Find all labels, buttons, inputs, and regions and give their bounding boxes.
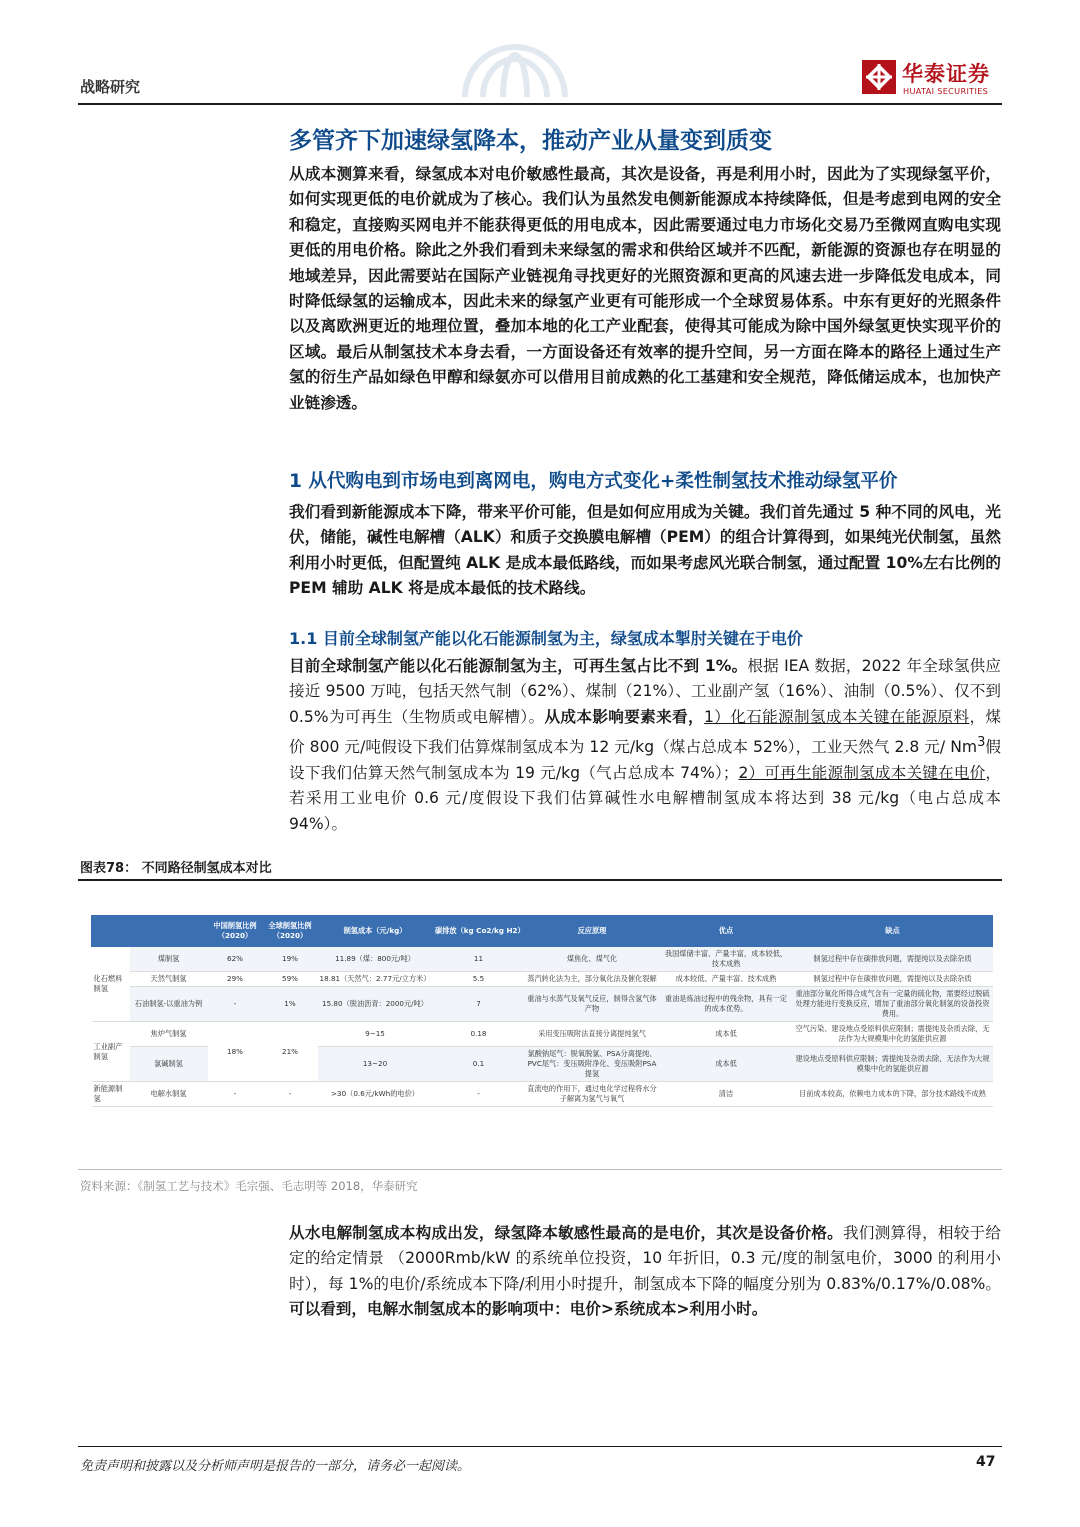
text-span: ，煤价 800 元/吨假设下我们估算煤制氢成本为 12 元/kg（煤占总成本 52%），工业天然气 2.8 元/ Nm bbox=[289, 707, 1001, 757]
logo-text-cn: 华泰证券 bbox=[902, 62, 990, 86]
table-cell: 清洁 bbox=[660, 1082, 793, 1107]
table-cell: 空气污染、建设地点受原料供应限制；需提纯及杂质去除，无法作为大规模集中化的氢能供应源 bbox=[793, 1022, 993, 1047]
figure-divider bbox=[78, 879, 1002, 881]
table-cell: - bbox=[433, 1082, 525, 1107]
key-finding: 从成本影响要素来看， bbox=[544, 707, 704, 726]
table-cell: >30（0.6元/kWh的电价） bbox=[318, 1082, 433, 1107]
table-cell: 11.89（煤：800元/吨） bbox=[318, 947, 433, 972]
table-cell: 氯酸钠尾气：脱氧脱氯、PSA分离提纯、PVC尾气：变压吸附净化、变压吸附PSA提氢 bbox=[525, 1047, 660, 1082]
table-header-row bbox=[92, 916, 993, 947]
globe-graphic bbox=[455, 22, 575, 102]
table-cell: 石油制氢-以重油为例 bbox=[130, 987, 208, 1022]
table-cell: 0.18 bbox=[433, 1022, 525, 1047]
footer-disclaimer: 免责声明和披露以及分析师声明是报告的一部分，请务必一起阅读。 bbox=[80, 1459, 471, 1474]
section-1-paragraph: 我们看到新能源成本下降，带来平价可能，但是如何应用成为关键。我们首先通过 5 种不同的风电，光伏，储能，碱性电解槽（ALK）和质子交换膜电解槽（PEM）的组合计算得到，如果纯光伏制氢，虽然利用小时更低，但配置纯 ALK 是成本最低路线，而如果考虑风光联合制氢，通过配置 10%左右比例的 PEM 辅助 ALK 将是成本最低的技术路线。 bbox=[289, 503, 1001, 598]
section-1-1-heading: 1.1 目前全球制氢产能以化石能源制氢为主，绿氢成本掣肘关键在于电价 bbox=[289, 629, 803, 648]
header-divider bbox=[78, 103, 1002, 105]
table-cell: 制氢过程中存在碳排放问题，需提纯以及去除杂质 bbox=[793, 947, 993, 972]
category-cell: 新能源制氢 bbox=[92, 1082, 130, 1107]
table-header: 优点 bbox=[660, 916, 793, 947]
table-cell: 9~15 bbox=[318, 1022, 433, 1047]
table-header: 反应原理 bbox=[525, 916, 660, 947]
table-cell: 成本较低、产量丰富、技术成熟 bbox=[660, 972, 793, 987]
table-cell: 目前成本较高，依赖电力成本的下降，部分技术路线不成熟 bbox=[793, 1082, 993, 1107]
table-cell: - bbox=[263, 1082, 318, 1107]
table-cell: - bbox=[208, 1082, 263, 1107]
table-cell: 1% bbox=[263, 987, 318, 1022]
table-cell: 18.81（天然气：2.77元/立方米） bbox=[318, 972, 433, 987]
table-row bbox=[92, 1022, 993, 1047]
table-cell: 21% bbox=[263, 1022, 318, 1082]
table-header bbox=[92, 916, 130, 947]
table-cell: 0.1 bbox=[433, 1047, 525, 1082]
section-1-heading: 1 从代购电到市场电到离网电，购电方式变化+柔性制氢技术推动绿氢平价 bbox=[289, 471, 898, 492]
conclusion-paragraph bbox=[289, 1221, 1001, 1323]
table-cell: 重油部分氧化所得合成气含有一定量的硫化物，需要经过脱硫处理方能进行变换反应，增加了重油部分氧化制氢的设备投资费用。 bbox=[793, 987, 993, 1022]
huatai-logo bbox=[862, 58, 1004, 98]
table-header: 全球制氢比例（2020） bbox=[263, 916, 318, 947]
logo-text-en: HUATAI SECURITIES bbox=[903, 86, 989, 96]
table-cell: 成本低 bbox=[660, 1047, 793, 1082]
table-header: 缺点 bbox=[793, 916, 993, 947]
page-title: 多管齐下加速绿氢降本，推动产业从量变到质变 bbox=[289, 128, 772, 154]
table-cell: 11 bbox=[433, 947, 525, 972]
table-row bbox=[92, 972, 993, 987]
text-span: 根据 IEA 数据，2022 年全球氢供应接近 9500 万吨，包括天然气制（62%）、煤制（21%）、工业副产氢（16%）、油制（0.5%）、仅不到 0.5%为可再生（生物质或电解槽）。 bbox=[289, 657, 1001, 726]
table-cell: 直流电的作用下，通过电化学过程将水分子解离为氢气与氧气 bbox=[525, 1082, 660, 1107]
table-row bbox=[92, 987, 993, 1022]
figure-title: 图表78： 不同路径制氢成本对比 bbox=[80, 861, 272, 876]
text-span: 假设下我们估算天然气制氢成本为 19 元/kg（气占总成本 74%）； bbox=[289, 738, 1001, 782]
table-cell: 19% bbox=[263, 947, 318, 972]
underlined-point: 1）化石能源制氢成本关键在能源原料 bbox=[703, 707, 970, 726]
table-cell: 焦炉气制氢 bbox=[130, 1022, 208, 1047]
underlined-point: 2）可再生能源制氢成本关键在电价 bbox=[738, 763, 986, 782]
category-cell: 工业副产制氢 bbox=[92, 1022, 130, 1082]
table-cell: 重油与水蒸气及氧气反应，制得含氢气体产物 bbox=[525, 987, 660, 1022]
superscript: 3 bbox=[977, 735, 986, 751]
table-cell: 13~20 bbox=[318, 1047, 433, 1082]
page-number: 47 bbox=[976, 1454, 996, 1470]
table-row bbox=[92, 1082, 993, 1107]
table-cell: 天然气制氢 bbox=[130, 972, 208, 987]
table-cell: 煤焦化、煤气化 bbox=[525, 947, 660, 972]
table-cell: - bbox=[208, 987, 263, 1022]
hydrogen-cost-table bbox=[91, 915, 993, 1107]
table-cell: 电解水制氢 bbox=[130, 1082, 208, 1107]
section-1-1-paragraph bbox=[289, 654, 1001, 837]
section-label: 战略研究 bbox=[80, 78, 141, 96]
table-header: 碳排放（kg Co2/kg H2） bbox=[433, 916, 525, 947]
table-header: 中国制氢比例（2020） bbox=[208, 916, 263, 947]
table-cell: 制氢过程中存在碳排放问题，需提纯以及去除杂质 bbox=[793, 972, 993, 987]
table-header: 制氢成本（元/kg） bbox=[318, 916, 433, 947]
table-cell: 15.80（脱油沥青：2000元/吨） bbox=[318, 987, 433, 1022]
table-cell: 成本低 bbox=[660, 1022, 793, 1047]
table-cell: 7 bbox=[433, 987, 525, 1022]
table-cell: 重油是炼油过程中的残余物，具有一定的成本优势。 bbox=[660, 987, 793, 1022]
table-cell: 我国煤储丰富、产量丰富，成本较低，技术成熟 bbox=[660, 947, 793, 972]
table-cell: 62% bbox=[208, 947, 263, 972]
table-cell: 建设地点受原料供应限制；需提纯及杂质去除，无法作为大规模集中化的氢能供应源 bbox=[793, 1047, 993, 1082]
footer-divider bbox=[78, 1446, 1002, 1447]
text-span: 我们测算得，相较于给定的给定情景 （2000Rmb/kW 的系统单位投资，10 年折旧，0.3 元/度的制氢电价，3000 的利用小时），每 1%的电价/系统成本下降/利用小时提升，制氢成本下降的幅度分别为 0.83%/0.17%/0.08%。 bbox=[289, 1224, 1001, 1293]
category-cell: 化石燃料制氢 bbox=[92, 947, 130, 1022]
key-finding: 目前全球制氢产能以化石能源制氢为主，可再生氢占比不到 1%。 bbox=[289, 657, 748, 675]
source-divider bbox=[78, 1169, 1002, 1170]
table-cell: 5.5 bbox=[433, 972, 525, 987]
key-finding: 从水电解制氢成本构成出发，绿氢降本敏感性最高的是电价，其次是设备价格。 bbox=[289, 1224, 843, 1242]
table-cell: 氯碱制氢 bbox=[130, 1047, 208, 1082]
table-row bbox=[92, 947, 993, 972]
table-cell: 煤制氢 bbox=[130, 947, 208, 972]
table-cell: 采用变压吸附法直接分离提纯氢气 bbox=[525, 1022, 660, 1047]
key-finding: 可以看到，电解水制氢成本的影响项中：电价>系统成本>利用小时。 bbox=[289, 1300, 768, 1319]
table-cell: 59% bbox=[263, 972, 318, 987]
table-cell: 18% bbox=[208, 1022, 263, 1082]
table-header bbox=[130, 916, 208, 947]
text-span: ，若采用工业电价 0.6 元/度假设下我们估算碱性水电解槽制氢成本将达到 38 元/kg（电占总成本 94%）。 bbox=[289, 763, 1001, 833]
table-cell: 29% bbox=[208, 972, 263, 987]
logo-mark-icon bbox=[862, 60, 896, 94]
table-cell: 蒸汽转化法为主，部分氧化法及催化裂解 bbox=[525, 972, 660, 987]
intro-paragraph: 从成本测算来看，绿氢成本对电价敏感性最高，其次是设备，再是利用小时，因此为了实现绿氢平价，如何实现更低的电价就成为了核心。我们认为虽然发电侧新能源成本持续降低，但是考虑到电网的安全和稳定，直接购买网电并不能获得更低的用电成本，因此需要通过电力市场化交易乃至微网直购电实现更低的用电价格。除此之外我们看到未来绿氢的需求和供给区域并不匹配，新能源的资源也存在明显的地域差异，因此需要站在国际产业链视角寻找更好的光照资源和更高的风速去进一步降低发电成本，同时降低绿氢的运输成本，因此未来的绿氢产业更有可能形成一个全球贸易体系。中东有更好的光照条件以及离欧洲更近的地理位置，叠加本地的化工产业配套，使得其可能成为除中国外绿氢更快实现平价的区域。最后从制氢技术本身去看，一方面设备还有效率的提升空间，另一方面在降本的路径上通过生产氢的衍生产品如绿色甲醇和绿氨亦可以借用目前成熟的化工基建和安全规范，降低储运成本，也加快产业链渗透。 bbox=[289, 165, 1001, 412]
figure-source: 资料来源：《制氢工艺与技术》毛宗强、毛志明等 2018，华泰研究 bbox=[80, 1179, 418, 1193]
